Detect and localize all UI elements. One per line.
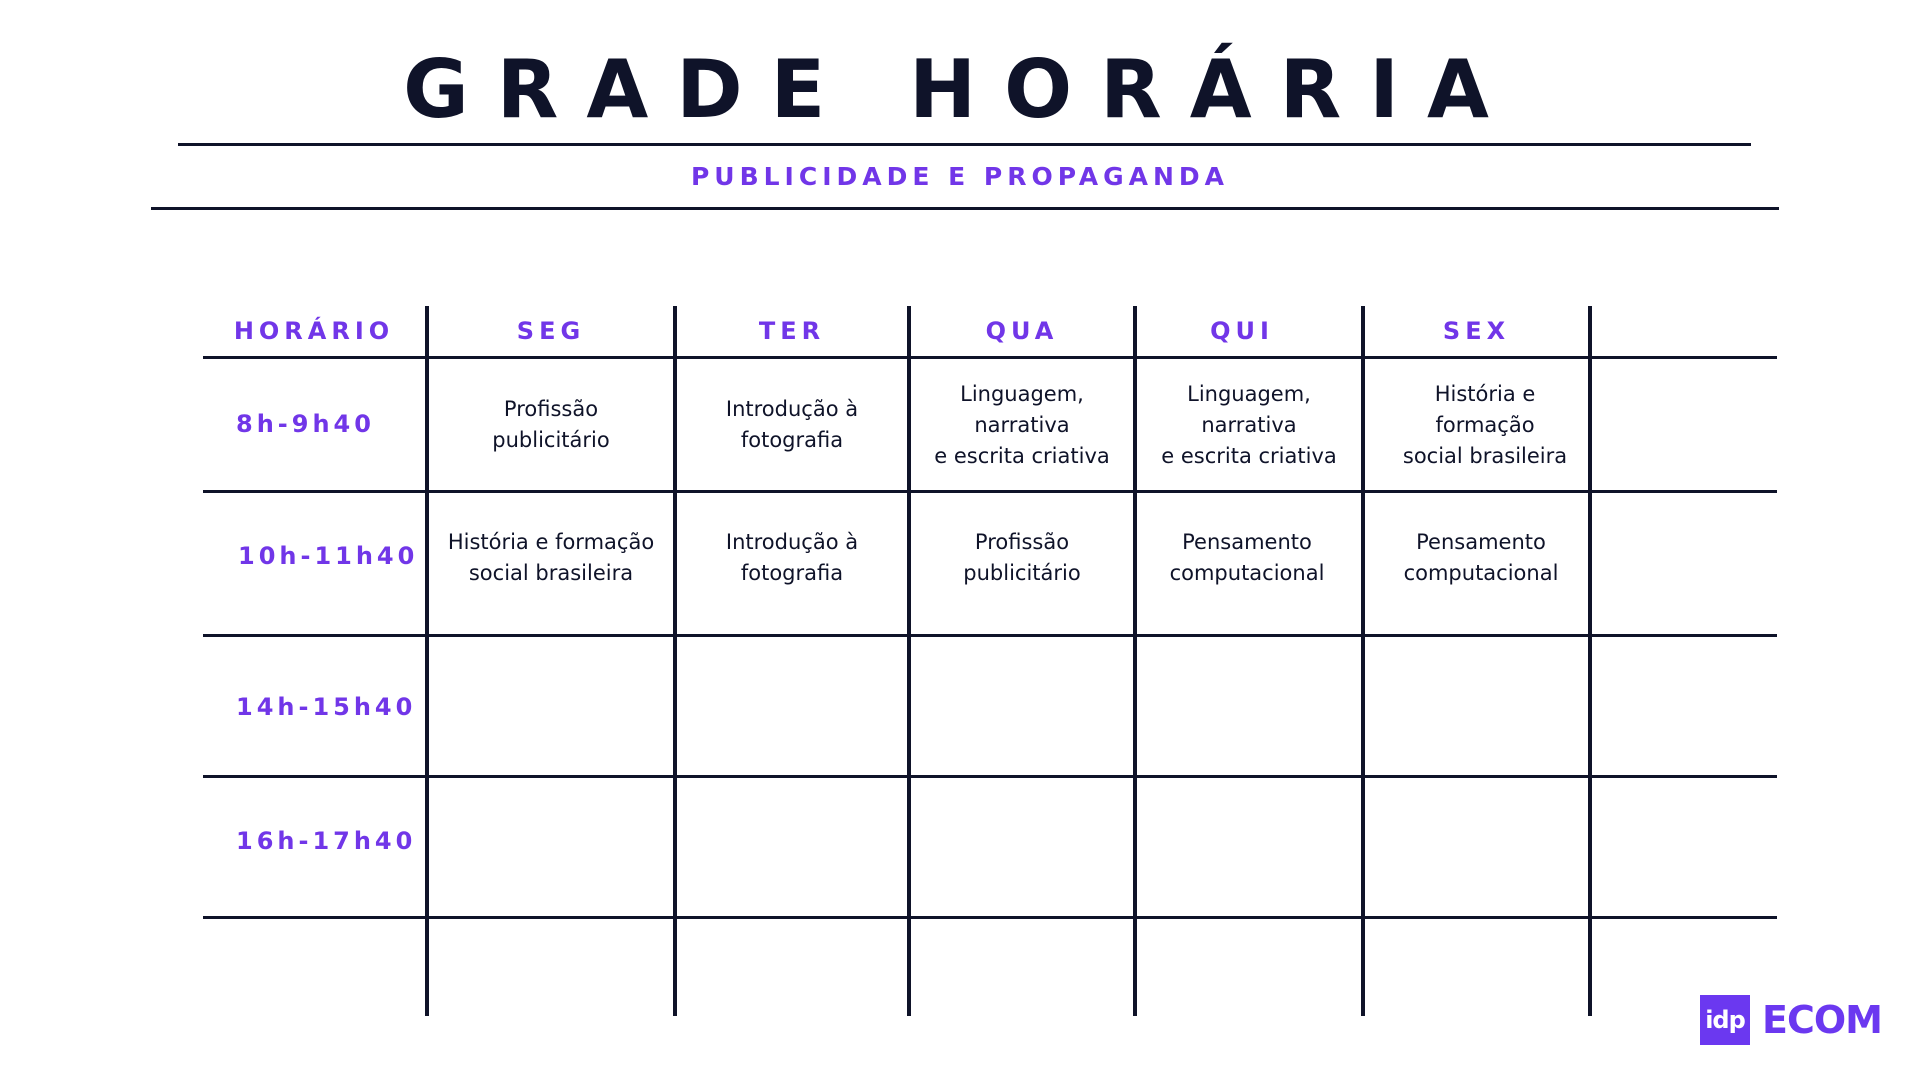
class-cell: Linguagem, narrativa e escrita criativa (934, 382, 1110, 468)
class-cell: Introdução à fotografia (725, 530, 859, 585)
table-row-divider (203, 634, 1777, 637)
table-row-divider (203, 490, 1777, 493)
class-cell: Profissão publicitário (492, 397, 610, 452)
title-divider (178, 143, 1751, 146)
class-cell: História e formação social brasileira (1402, 382, 1568, 468)
header-day-thu: QUI (1210, 317, 1274, 345)
time-slot-3: 14h-15h40 (236, 693, 417, 721)
header-day-wed: QUA (985, 317, 1059, 345)
time-slot-2: 10h-11h40 (238, 542, 419, 570)
header-day-fri: SEX (1442, 317, 1511, 345)
table-row-divider (203, 356, 1777, 359)
subtitle-divider (151, 207, 1779, 210)
logo-mark: idp (1700, 995, 1750, 1045)
time-slot-4: 16h-17h40 (236, 827, 417, 855)
header-time: HORÁRIO (233, 317, 395, 345)
header-day-mon: SEG (516, 317, 586, 345)
class-cell: Linguagem, narrativa e escrita criativa (1161, 382, 1337, 468)
page-title: GRADE HORÁRIA (403, 43, 1517, 136)
class-cell: Profissão publicitário (963, 530, 1081, 585)
class-cell: Pensamento computacional (1169, 530, 1325, 585)
class-cell: Pensamento computacional (1403, 530, 1559, 585)
logo-text: ECOM (1762, 998, 1882, 1042)
brand-logo (1700, 995, 1882, 1045)
class-cell: História e formação social brasileira (447, 530, 655, 585)
time-slot-1: 8h-9h40 (236, 410, 375, 438)
page-subtitle: PUBLICIDADE E PROPAGANDA (690, 162, 1230, 191)
table-row-divider (203, 775, 1777, 778)
class-cell: Introdução à fotografia (725, 397, 859, 452)
header-day-tue: TER (758, 317, 826, 345)
table-row-divider (203, 916, 1777, 919)
